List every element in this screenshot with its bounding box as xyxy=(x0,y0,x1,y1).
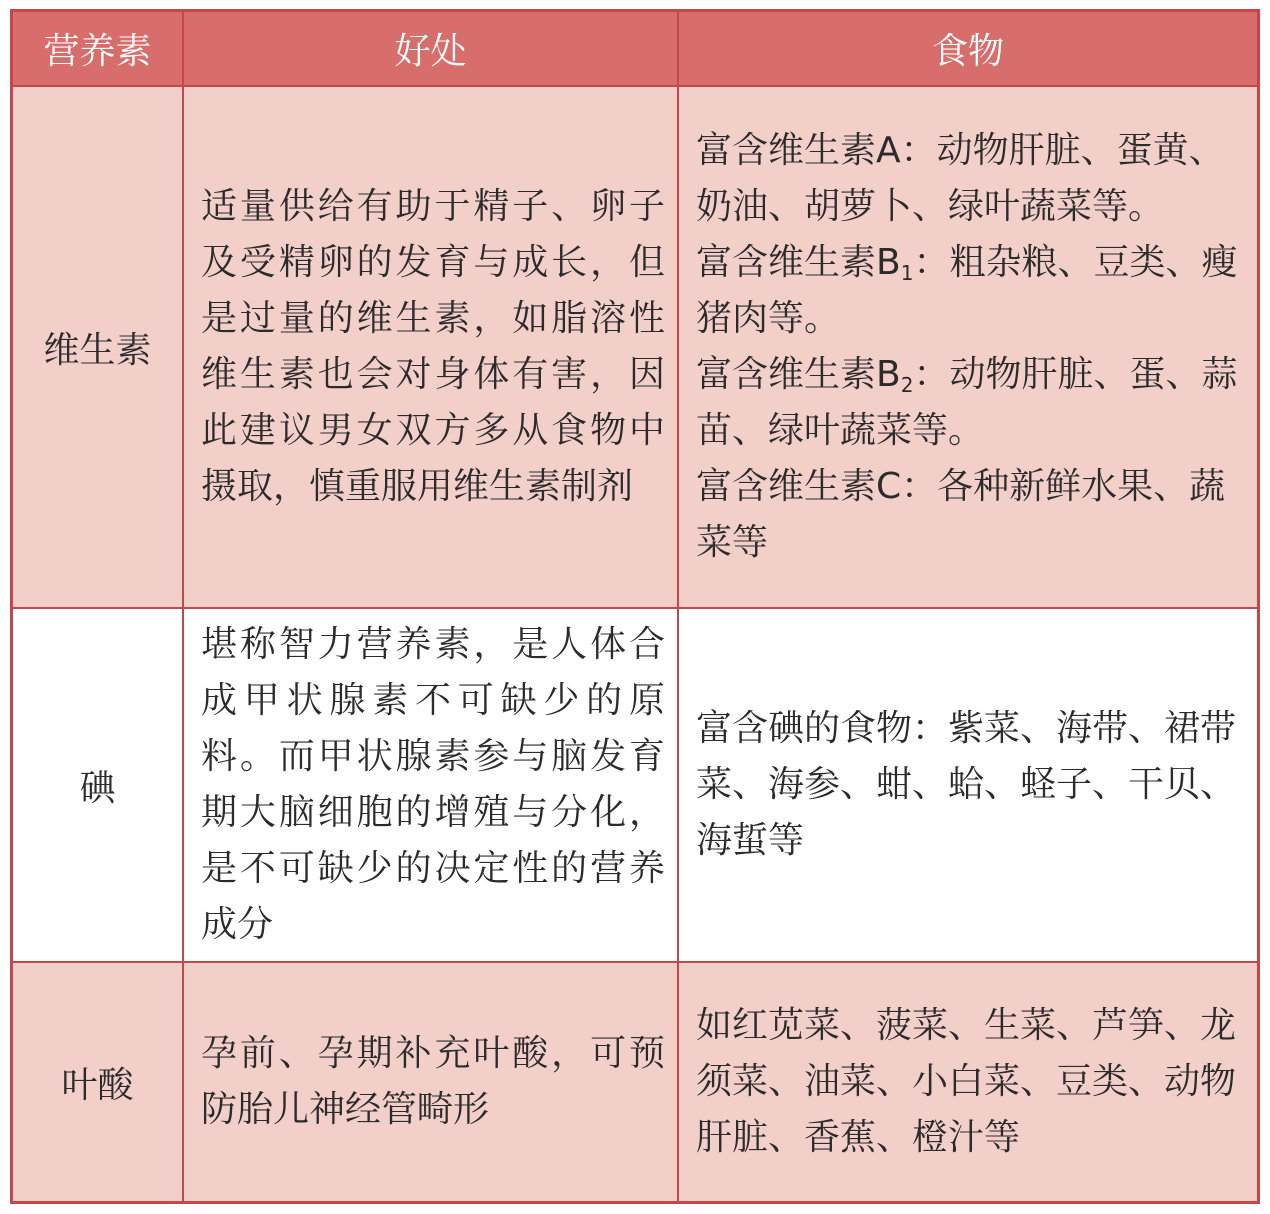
header-benefit-label: 好处 xyxy=(394,31,467,72)
nutrient-name: 维生素 xyxy=(43,329,152,371)
vitamin-b1-subscript: 1 xyxy=(900,261,914,285)
row-iodine-nutrient xyxy=(13,609,184,963)
benefit-text: 适量供给有助于精子、卵子及受精卵的发育与成长，但是过量的维生素，如脂溶性维生素也会对身体有害，因此建议男女双方多从食物中摄取，慎重服用维生素制剂 xyxy=(201,186,665,507)
vitamin-b2-prefix: 富含维生素B xyxy=(696,354,901,395)
food-text xyxy=(696,123,1247,571)
benefit-text: 堪称智力营养素，是人体合成甲状腺素不可缺少的原料。而甲状腺素参与脑发育期大脑细胞的增殖与分化，是不可缺少的决定性的营养成分 xyxy=(201,624,665,945)
row-vitamin-nutrient xyxy=(13,87,184,609)
header-benefit xyxy=(184,12,679,87)
row-iodine-food xyxy=(679,609,1257,963)
row-vitamin-benefit xyxy=(184,87,679,609)
vitamin-b1-prefix: 富含维生素B xyxy=(696,242,901,283)
nutrient-name: 碘 xyxy=(79,767,116,809)
row-folic-acid-benefit xyxy=(184,963,679,1201)
header-food-label: 食物 xyxy=(931,31,1004,72)
vitamin-b1-line xyxy=(696,235,1247,347)
food-text: 如红苋菜、菠菜、生菜、芦笋、龙须菜、油菜、小白菜、豆类、动物肝脏、香蕉、橙汁等 xyxy=(696,1005,1237,1158)
vitamin-b1-foods: ：粗杂粮、豆类、瘦猪肉等。 xyxy=(696,242,1238,339)
header-nutrient xyxy=(13,12,184,87)
header-nutrient-label: 营养素 xyxy=(43,31,152,72)
row-iodine-benefit xyxy=(184,609,679,963)
nutrition-table xyxy=(10,9,1260,1204)
header-food xyxy=(679,12,1257,87)
benefit-text: 孕前、孕期补充叶酸，可预防胎儿神经管畸形 xyxy=(201,1033,665,1130)
vitamin-b2-line xyxy=(696,347,1247,459)
vitamin-b2-subscript: 2 xyxy=(900,373,914,397)
vitamin-b2-foods: ：动物肝脏、蛋、蒜苗、绿叶蔬菜等。 xyxy=(696,354,1238,451)
row-folic-acid-nutrient xyxy=(13,963,184,1201)
vitamin-a-line: 富含维生素A：动物肝脏、蛋黄、奶油、胡萝卜、绿叶蔬菜等。 xyxy=(696,130,1225,227)
food-text: 富含碘的食物：紫菜、海带、裙带菜、海参、蚶、蛤、蛏子、干贝、海蜇等 xyxy=(696,708,1237,861)
nutrient-name: 叶酸 xyxy=(61,1064,134,1106)
row-folic-acid-food xyxy=(679,963,1257,1201)
row-vitamin-food xyxy=(679,87,1257,609)
vitamin-c-line: 富含维生素C：各种新鲜水果、蔬菜等 xyxy=(696,466,1226,563)
